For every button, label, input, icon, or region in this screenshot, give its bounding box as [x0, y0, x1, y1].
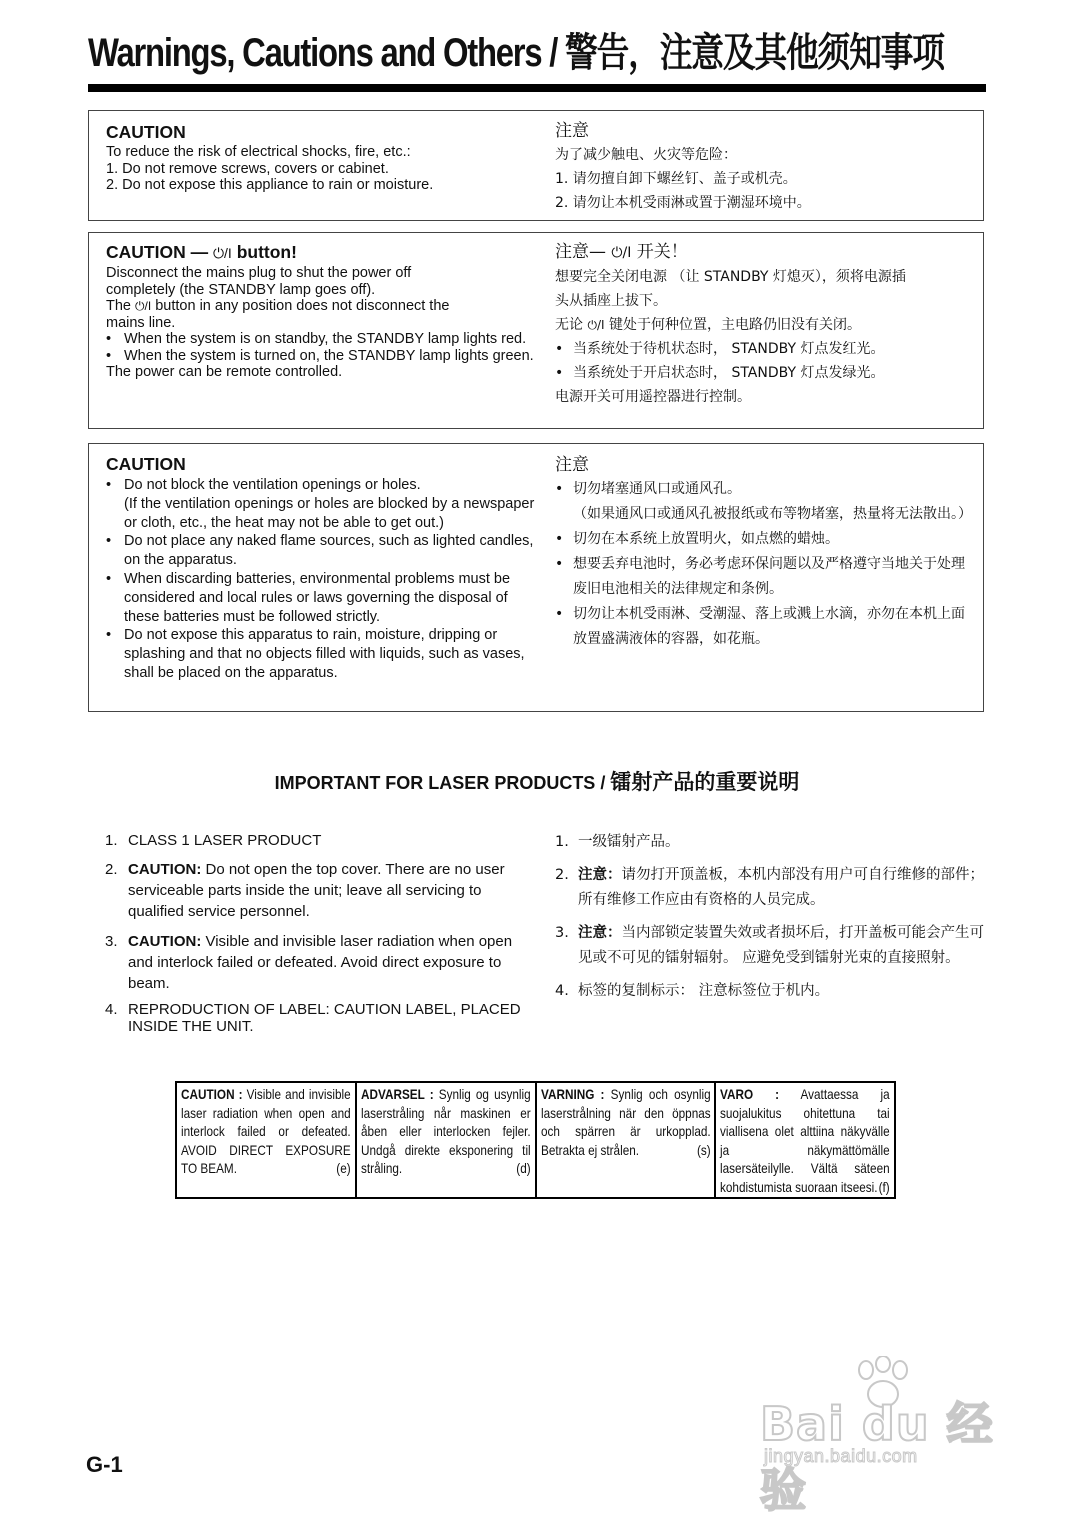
- laser-list-en: [105, 830, 525, 1035]
- laser-item: [105, 1001, 525, 1035]
- power-line-2: completely (the STANDBY lamp goes off).: [106, 281, 376, 298]
- heading-pre-zh: 注意—: [555, 242, 606, 262]
- label-bold: VARO :: [720, 1086, 780, 1102]
- remote-line: The power can be remote controlled.: [106, 364, 343, 380]
- caution-box-2: [88, 232, 984, 429]
- item-text: REPRODUCTION OF LABEL: CAUTION LABEL, PLACED INSIDE THE UNIT.: [128, 1001, 521, 1035]
- ventilation-bullet: [106, 476, 538, 532]
- item-number: 1.: [555, 834, 569, 850]
- item-text: 请勿打开顶盖板，本机内部没有用户可自行维修的部件；所有维修工作应由有资格的人员完成。: [578, 867, 984, 908]
- heading-post-zh: 开关！: [636, 242, 688, 262]
- moisture-bullet-zh: [555, 602, 977, 652]
- battery-bullet-zh: [555, 552, 977, 602]
- power-line-3a-zh: 无论: [555, 317, 583, 333]
- power-line-3a: The: [106, 298, 131, 314]
- laser-item-zh: [555, 863, 985, 913]
- label-cell-swedish: [536, 1082, 716, 1198]
- label-text: Synlig och osynlig laserstrålning när den öppnas och spärren är urkopplad. Betrakta ej strålen.: [540, 1086, 711, 1158]
- label-bold: CAUTION :: [181, 1086, 243, 1102]
- standby-red-bullet: [106, 331, 536, 348]
- caution-item-2-zh: 2. 请勿让本机受雨淋或置于潮湿环境中。: [555, 195, 811, 211]
- item-text: 当内部锁定装置失效或者损坏后，打开盖板可能会产生可见或不可见的镭射辐射。 应避免受到镭射光束的直接照射。: [578, 925, 984, 966]
- label-text: Avattaessa ja suojalukitus ohitettuna tai viallisena olet alttiina näkyvälle ja näkymättömälle lasersäteilylle. Vältä säteen kohdistumista suoraan itseesi.: [720, 1086, 890, 1195]
- laser-item-zh: [555, 921, 985, 971]
- bullet: •: [555, 481, 564, 497]
- power-caution-heading: [106, 241, 536, 264]
- item-number: 3.: [105, 933, 118, 950]
- standby-red-text-zh: 当系统处于待机状态时， STANDBY 灯点发红光。: [573, 341, 885, 357]
- item-number: 4.: [555, 983, 569, 999]
- laser-item-zh: [555, 979, 985, 1004]
- caution-box-3: [88, 443, 984, 712]
- flame-text: Do not place any naked flame sources, such as lighted candles, on the apparatus.: [124, 533, 534, 569]
- power-line-3b-zh: 键处于何种位置，主电路仍旧没有关闭。: [608, 317, 861, 333]
- caution-zh: [555, 119, 977, 215]
- laser-item-zh: [555, 830, 985, 855]
- page-title: Warnings, Cautions and Others / 警告，注意及其他须知事项: [88, 31, 944, 75]
- watermark-sub: jingyan.baidu.com: [764, 1446, 918, 1466]
- item-bold: 注意：: [578, 925, 622, 941]
- ventilation-text-a: Do not block the ventilation openings or holes.: [124, 477, 421, 493]
- caution-intro: To reduce the risk of electrical shocks, fire, etc.:: [106, 144, 411, 160]
- power-line-2-zh: 头从插座上拔下。: [555, 293, 667, 309]
- battery-text: When discarding batteries, environmental problems must be considered and local rules or laws governing the disposal of these batteries must be followed strictly.: [124, 570, 511, 625]
- item-text: Visible and invisible laser radiation when open and interlock failed or defeated. Avoid direct exposure to beam.: [128, 933, 513, 992]
- power-caution-heading-zh: [555, 240, 977, 265]
- ventilation-heading: CAUTION: [106, 454, 186, 474]
- power-caution-zh: [555, 240, 977, 409]
- standby-green-bullet-zh: [555, 361, 977, 385]
- standby-green-bullet: [106, 348, 536, 365]
- standby-green-text: When the system is turned on, the STANDBY lamp lights green.: [124, 347, 534, 364]
- item-bold: CAUTION:: [128, 861, 202, 878]
- label-lang-tag: (s): [696, 1141, 711, 1158]
- item-number: 4.: [105, 1001, 118, 1018]
- caution-box-1: [88, 110, 984, 221]
- bullet: •: [106, 627, 112, 644]
- item-number: 3.: [555, 925, 569, 941]
- caution-intro-zh: 为了减少触电、火灾等危险：: [555, 147, 737, 163]
- laser-heading-en: IMPORTANT FOR LASER PRODUCTS /: [274, 773, 606, 793]
- caution-heading: CAUTION: [106, 122, 186, 142]
- page-number: G-1: [86, 1452, 123, 1477]
- bullet: •: [555, 531, 564, 547]
- flame-bullet-zh: [555, 527, 977, 552]
- ventilation-caution-en: [106, 453, 538, 683]
- moisture-text-zh: 切勿让本机受雨淋、受潮湿、落上或溅上水滴，亦勿在本机上面放置盛满液体的容器，如花瓶。: [573, 606, 965, 647]
- power-line-1-zh: 想要完全关闭电源 （让 STANDBY 灯熄灭），须将电源插: [555, 269, 906, 285]
- item-text: Do not open the top cover. There are no user serviceable parts inside the unit; leave all servicing to qualified service personnel.: [128, 861, 505, 920]
- label-bold: ADVARSEL :: [360, 1086, 434, 1102]
- bullet: •: [555, 341, 564, 357]
- caution-en: [106, 121, 536, 194]
- baidu-watermark: [760, 1356, 1020, 1517]
- power-symbol-icon: ⏻/I: [587, 318, 605, 332]
- item-text: CLASS 1 LASER PRODUCT: [128, 832, 322, 849]
- label-text: Visible and invisible laser radiation when open and interlock failed or defeated. AVOID DIRECT EXPOSURE TO BEAM.: [181, 1086, 351, 1177]
- power-line-1: Disconnect the mains plug to shut the power off: [106, 265, 412, 281]
- standby-green-text-zh: 当系统处于开启状态时， STANDBY 灯点发绿光。: [573, 365, 885, 381]
- moisture-text: Do not expose this apparatus to rain, moisture, dripping or splashing and that no objects filled with liquids, such as vases, shall be placed on the apparatus.: [124, 627, 525, 681]
- bullet: •: [106, 477, 112, 493]
- laser-item: [105, 830, 525, 851]
- label-lang-tag: (d): [516, 1160, 531, 1177]
- standby-red-bullet-zh: [555, 337, 977, 361]
- title-rule: [88, 84, 986, 92]
- moisture-bullet: [106, 626, 538, 682]
- caution-item-1: 1. Do not remove screws, covers or cabinet.: [106, 160, 389, 177]
- label-cell-danish: [356, 1082, 536, 1198]
- power-caution-en: [106, 241, 536, 381]
- label-cell-finnish: [715, 1082, 895, 1198]
- bullet: •: [106, 331, 112, 347]
- item-number: 1.: [105, 832, 118, 849]
- caution-heading-zh: 注意: [555, 121, 589, 141]
- laser-heading: [0, 767, 1074, 798]
- item-number: 2.: [555, 867, 569, 883]
- bullet: •: [106, 347, 112, 364]
- power-symbol-icon: ⏻/I: [135, 299, 152, 313]
- bullet: •: [555, 556, 564, 572]
- label-text: Synlig og usynlig laserstråling når maskinen er åben eller interlocken fejler. Undgå direkte eksponering til stråling.: [360, 1086, 531, 1177]
- power-line-3-zh: [555, 313, 977, 337]
- power-line-4: mains line.: [106, 314, 176, 331]
- laser-item: [105, 931, 525, 994]
- label-cell-english: [176, 1082, 356, 1198]
- item-text: 一级镭射产品。: [578, 834, 680, 850]
- item-bold: 注意：: [578, 867, 622, 883]
- caution-label-table: [175, 1081, 896, 1199]
- laser-item: [105, 859, 525, 922]
- label-lang-tag: (f): [878, 1178, 890, 1195]
- ventilation-bullet-zh: [555, 477, 977, 527]
- watermark-main: Bai du 经验: [760, 1397, 994, 1517]
- ventilation-text-a-zh: 切勿堵塞通风口或通风孔。: [573, 481, 741, 497]
- ventilation-caution-zh: [555, 453, 977, 652]
- laser-heading-zh: 镭射产品的重要说明: [610, 770, 800, 794]
- battery-text-zh: 想要丢弃电池时，务必考虑环保问题以及严格遵守当地关于处理废旧电池相关的法律规定和条例。: [573, 556, 965, 597]
- caution-item-1-zh: 1. 请勿擅自卸下螺丝钉、盖子或机壳。: [555, 171, 797, 187]
- power-line-3b: button in any position does not disconnect the: [155, 298, 450, 314]
- power-symbol-icon: ⏻/I: [212, 245, 232, 261]
- ventilation-text-b-zh: （如果通风口或通风孔被报纸或布等物堵塞，热量将无法散出。）: [573, 506, 972, 522]
- remote-line-zh: 电源开关可用遥控器进行控制。: [555, 389, 751, 405]
- item-text: 标签的复制标示： 注意标签位于机内。: [578, 983, 830, 999]
- heading-post: button!: [236, 242, 297, 262]
- bullet: •: [555, 606, 564, 622]
- label-bold: VARNING :: [540, 1086, 604, 1102]
- ventilation-heading-zh: 注意: [555, 455, 589, 475]
- item-bold: CAUTION:: [128, 933, 202, 950]
- power-line-3: [106, 298, 536, 315]
- caution-item-2: 2. Do not expose this appliance to rain or moisture.: [106, 177, 434, 193]
- item-number: 2.: [105, 861, 118, 878]
- flame-bullet: [106, 532, 538, 570]
- ventilation-text-b: (If the ventilation openings or holes are blocked by a newspaper or cloth, etc., the heat may not be able to get out.): [124, 495, 535, 531]
- bullet: •: [555, 365, 564, 381]
- power-symbol-icon: ⏻/I: [611, 245, 632, 261]
- heading-pre: CAUTION —: [106, 242, 209, 262]
- label-lang-tag: (e): [336, 1160, 351, 1177]
- laser-list-zh: [555, 830, 985, 1004]
- bullet: •: [106, 533, 112, 550]
- battery-bullet: [106, 570, 538, 626]
- standby-red-text: When the system is on standby, the STANDBY lamp lights red.: [124, 331, 527, 347]
- flame-text-zh: 切勿在本系统上放置明火，如点燃的蜡烛。: [573, 531, 839, 547]
- bullet: •: [106, 570, 112, 587]
